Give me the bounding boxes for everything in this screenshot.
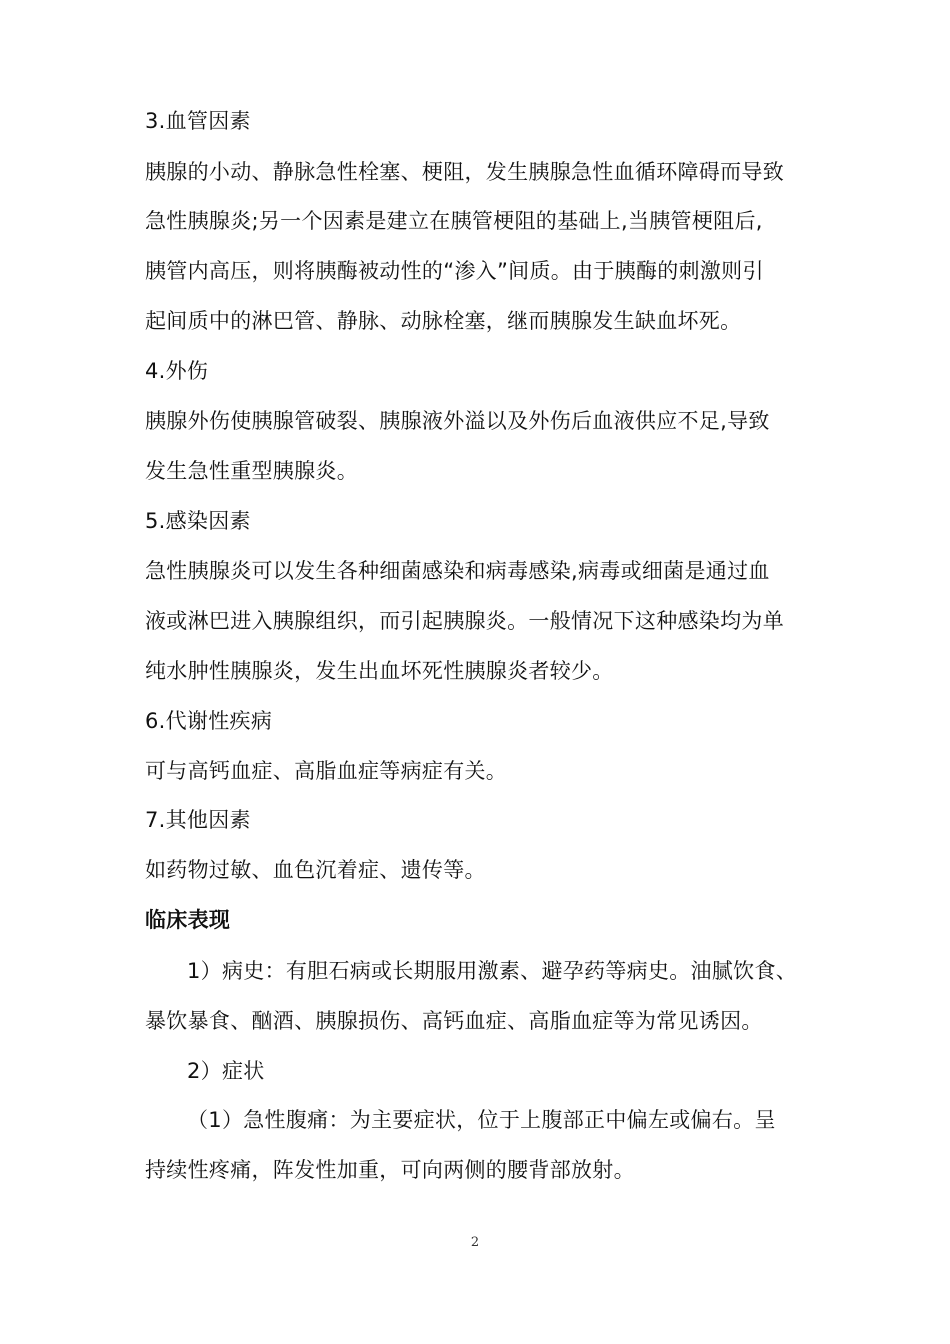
section-heading-trauma: 4.外伤	[145, 359, 209, 383]
paragraph-line: 可与高钙血症、高脂血症等病症有关。	[145, 759, 508, 783]
paragraph-line: 发生急性重型胰腺炎。	[145, 459, 358, 483]
paragraph-line: （1）急性腹痛：为主要症状，位于上腹部正中偏左或偏右。呈	[187, 1108, 776, 1132]
paragraph-line: 持续性疼痛，阵发性加重，可向两侧的腰背部放射。	[145, 1158, 635, 1182]
section-heading-infection: 5.感染因素	[145, 509, 251, 533]
paragraph-line: 胰腺的小动、静脉急性栓塞、梗阻，发生胰腺急性血循环障碍而导致	[145, 160, 784, 184]
paragraph-line: 急性胰腺炎可以发生各种细菌感染和病毒感染,病毒或细菌是通过血	[145, 559, 770, 583]
paragraph-line: 急性胰腺炎;另一个因素是建立在胰管梗阻的基础上,当胰管梗阻后,	[145, 209, 763, 233]
section-heading-other: 7.其他因素	[145, 808, 251, 832]
paragraph-line: 纯水肿性胰腺炎，发生出血坏死性胰腺炎者较少。	[145, 659, 614, 683]
paragraph-line: 胰腺外伤使胰腺管破裂、胰腺液外溢以及外伤后血液供应不足,导致	[145, 409, 770, 433]
paragraph-line: 暴饮暴食、酗酒、胰腺损伤、高钙血症、高脂血症等为常见诱因。	[145, 1009, 763, 1033]
paragraph-line: 液或淋巴进入胰腺组织，而引起胰腺炎。一般情况下这种感染均为单	[145, 609, 784, 633]
section-heading-metabolic: 6.代谢性疾病	[145, 709, 273, 733]
paragraph-line: 起间质中的淋巴管、静脉、动脉栓塞，继而胰腺发生缺血坏死。	[145, 309, 742, 333]
paragraph-line: 如药物过敏、血色沉着症、遗传等。	[145, 858, 486, 882]
paragraph-line: 1）病史：有胆石病或长期服用激素、避孕药等病史。油腻饮食、	[187, 959, 798, 983]
section-heading-vascular: 3.血管因素	[145, 109, 251, 133]
paragraph-line: 胰管内高压，则将胰酶被动性的“渗入”间质。由于胰酶的刺激则引	[145, 259, 764, 283]
subheading-symptoms: 2）症状	[187, 1059, 265, 1083]
page-number: 2	[470, 1235, 480, 1250]
section-heading-clinical: 临床表现	[145, 908, 231, 932]
